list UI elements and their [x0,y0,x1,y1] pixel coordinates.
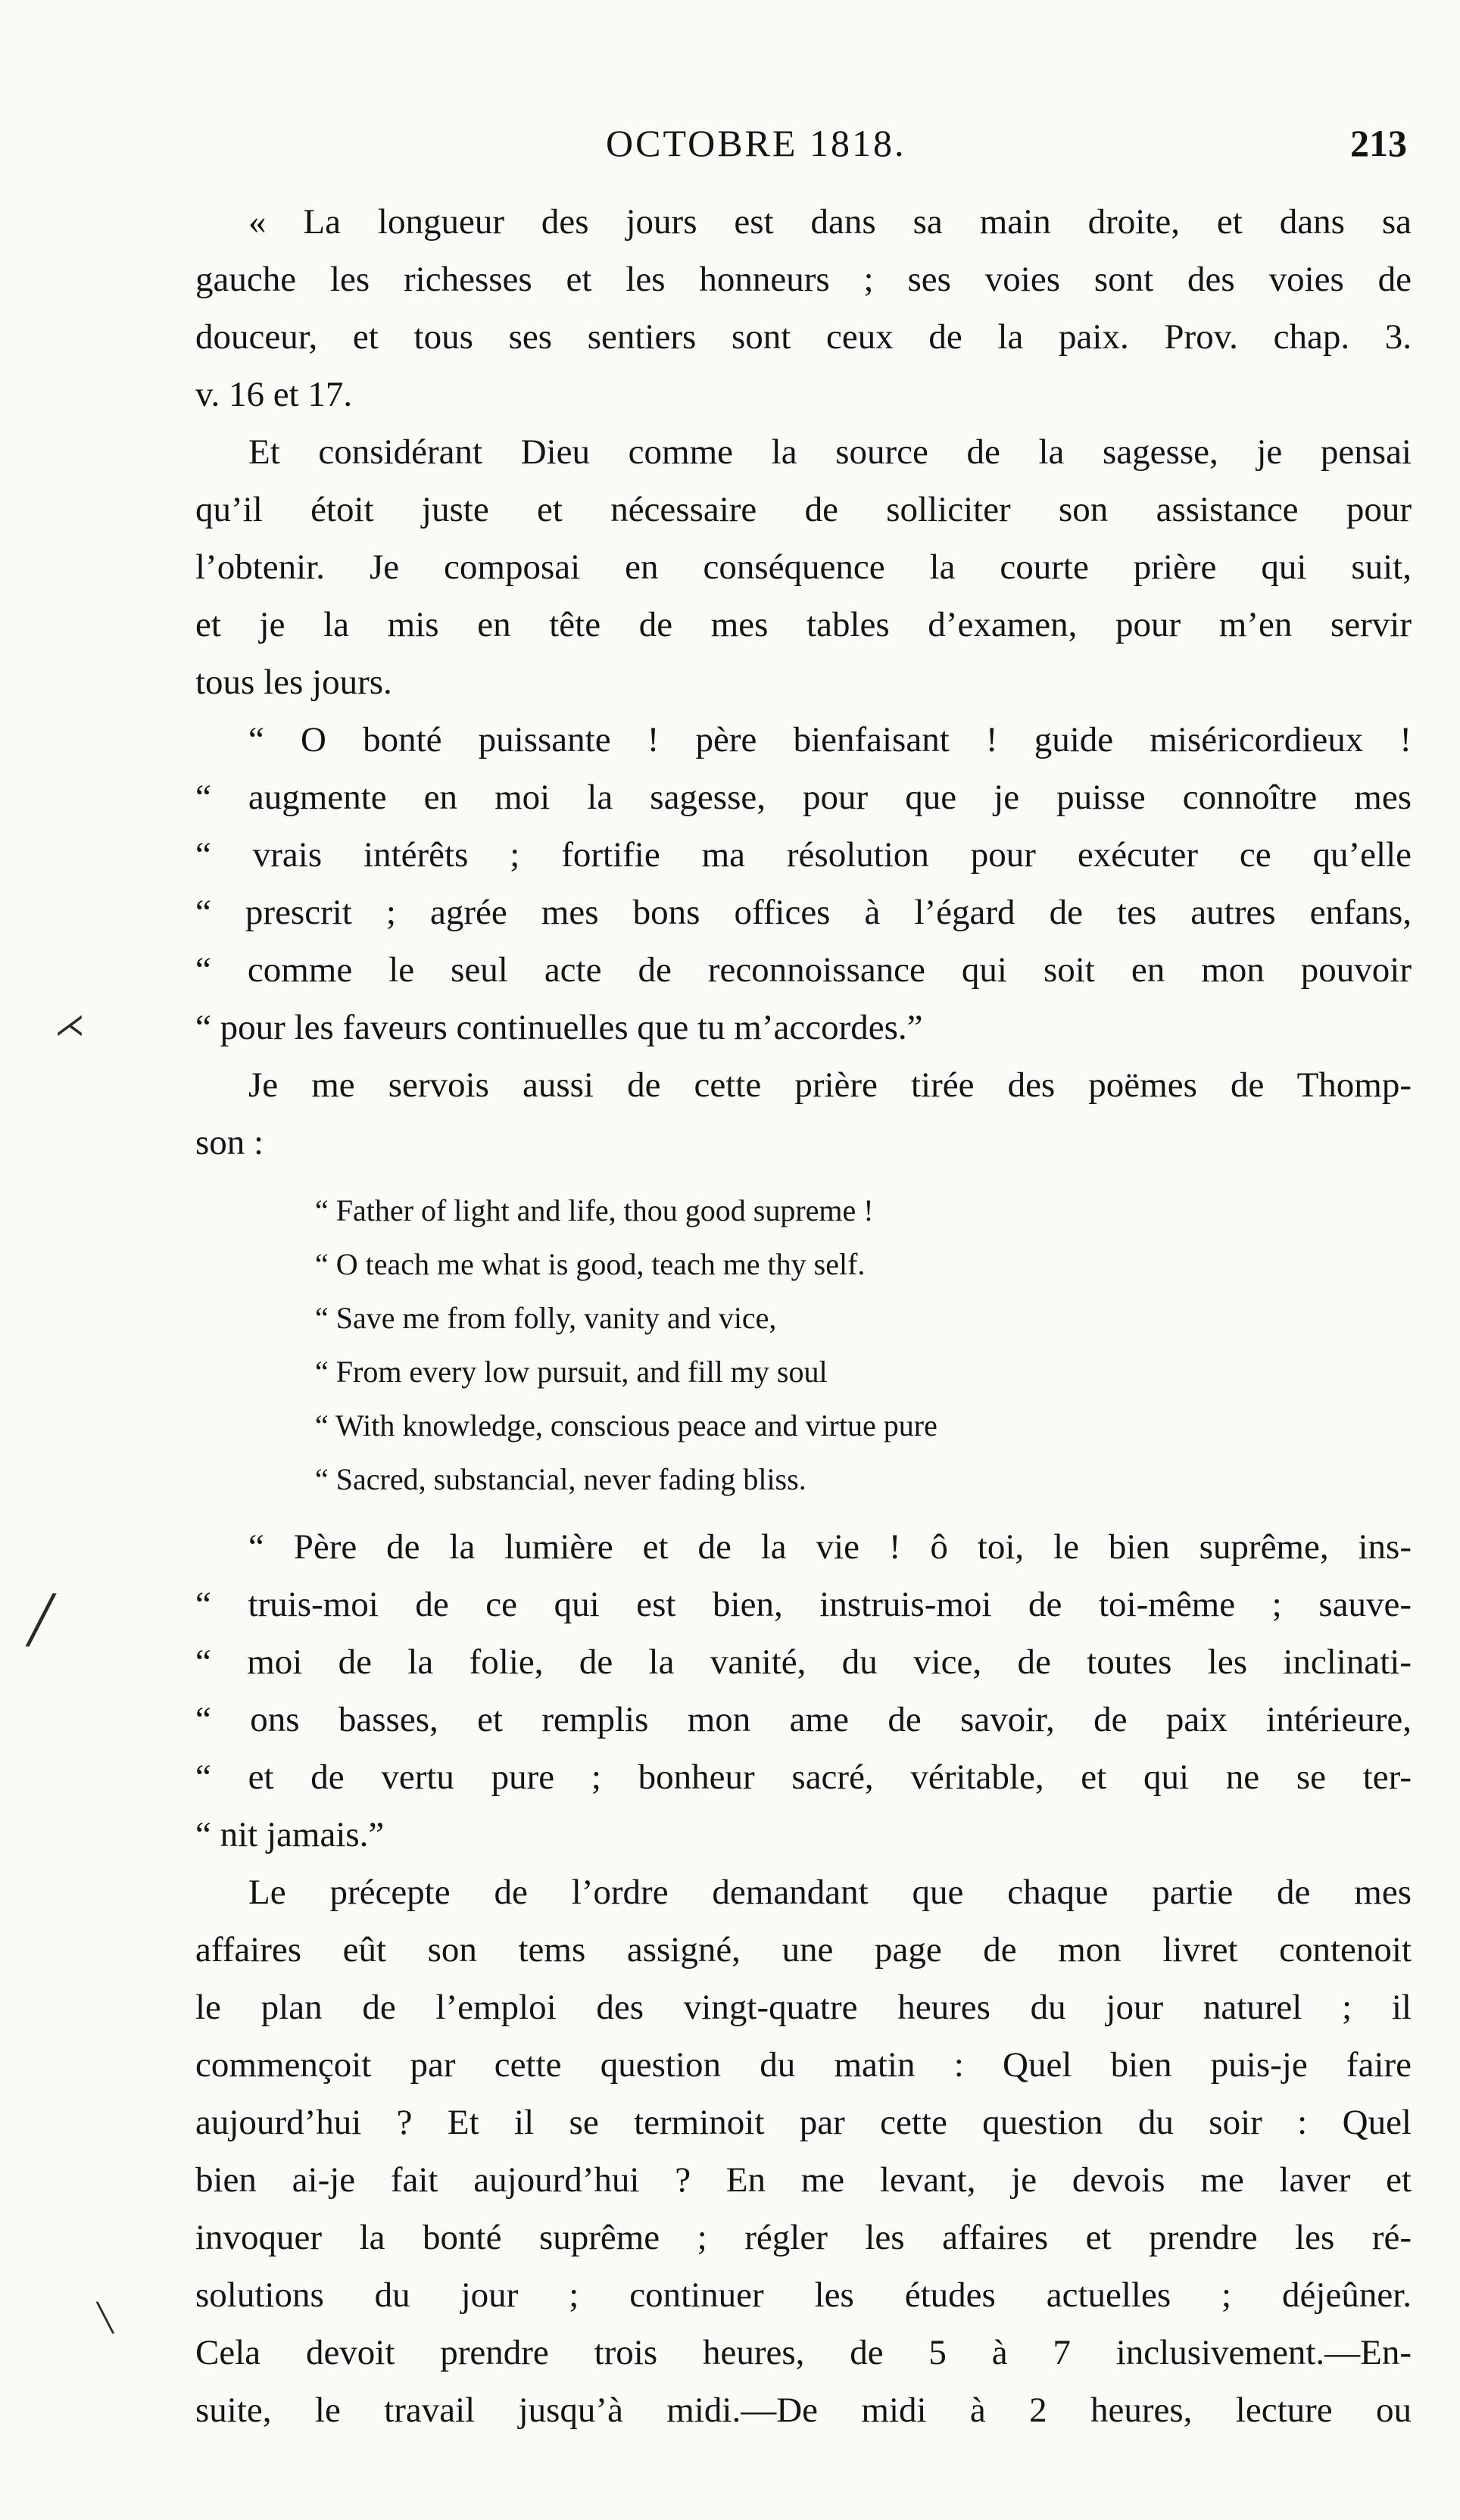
verse-line: “ Father of light and life, thou good supreme ! [315,1193,874,1227]
paragraph-thompson [195,1056,1412,1171]
margin-mark: ⋌ [55,1008,85,1042]
text-line: Et considérant Dieu comme la source de la sagesse, je pensai [248,432,1412,472]
verse-line: “ O teach me what is good, teach me thy self. [315,1247,866,1281]
text-line: l’obtenir. Je composai en conséquence la courte prière qui suit, [195,547,1412,587]
verse-line: “ Sacred, substancial, never fading bliss. [315,1462,806,1496]
running-title: OCTOBRE 1818. [606,122,906,164]
margin-mark: ╱ [27,1595,55,1645]
text-line: qu’il étoit juste et nécessaire de solliciter son assistance pour [195,490,1412,529]
text-line: “ O bonté puissante ! père bienfaisant ! guide miséricordieux ! [248,720,1412,759]
text-line: suite, le travail jusqu’à midi.—De midi à 2 heures, lecture ou [195,2391,1412,2430]
text-line: invoquer la bonté suprême ; régler les affaires et prendre les ré- [195,2218,1412,2257]
text-line: commençoit par cette question du matin : Quel bien puis-je faire [195,2045,1412,2085]
text-line: et je la mis en tête de mes tables d’examen, pour m’en servir [195,605,1412,644]
page-number: 213 [1350,122,1407,164]
text-line: “ comme le seul acte de reconnoissance qui soit en mon pouvoir [195,950,1412,990]
text-line: Le précepte de l’ordre demandant que chaque partie de mes [248,1873,1412,1912]
verse-line: “ With knowledge, conscious peace and virtue pure [315,1408,937,1442]
text-line: tous les jours. [195,663,392,702]
text-line: “ ons basses, et remplis mon ame de savoir, de paix intérieure, [195,1700,1412,1739]
prayer-block [195,711,1412,1056]
text-line: “ truis-moi de ce qui est bien, instruis-moi de toi-même ; sauve- [195,1585,1412,1624]
verse-line: “ From every low pursuit, and fill my soul [315,1355,828,1389]
text-line: “ Père de la lumière et de la vie ! ô toi, le bien suprême, ins- [248,1527,1412,1567]
verse-block [195,1184,1412,1506]
text-line: affaires eût son tems assigné, une page de mon livret contenoit [195,1930,1412,1970]
margin-mark: ╲ [97,2303,114,2333]
translation-block [195,1518,1412,1863]
paragraph-proverbs [195,193,1412,423]
text-line: “ nit jamais.” [195,1815,385,1854]
paragraph-order [195,1863,1412,2439]
running-header [0,121,1460,174]
text-line: le plan de l’emploi des vingt-quatre heures du jour naturel ; il [195,1988,1412,2027]
text-line: v. 16 et 17. [195,375,353,414]
text-line: Je me servois aussi de cette prière tirée des poëmes de Thomp- [248,1065,1412,1105]
text-line: “ augmente en moi la sagesse, pour que je puisse connoître mes [195,778,1412,817]
text-line: Cela devoit prendre trois heures, de 5 à 7 inclusivement.—En- [195,2333,1412,2372]
text-line: “ moi de la folie, de la vanité, du vice, de toutes les inclinati- [195,1642,1412,1682]
text-line: « La longueur des jours est dans sa main droite, et dans sa [248,202,1412,242]
paragraph-wisdom [195,423,1412,711]
text-line: son : [195,1123,264,1162]
text-line: “ vrais intérêts ; fortifie ma résolution pour exécuter ce qu’elle [195,835,1412,875]
text-line: “ et de vertu pure ; bonheur sacré, véritable, et qui ne se ter- [195,1757,1412,1797]
page-body [195,193,1412,2439]
text-line: “ pour les faveurs continuelles que tu m’accordes.” [195,1008,923,1047]
text-line: bien ai-je fait aujourd’hui ? En me levant, je devois me laver et [195,2160,1412,2200]
text-line: solutions du jour ; continuer les études actuelles ; déjeûner. [195,2275,1412,2315]
text-line: aujourd’hui ? Et il se terminoit par cette question du soir : Quel [195,2103,1412,2142]
text-line: douceur, et tous ses sentiers sont ceux de la paix. Prov. chap. 3. [195,317,1412,357]
verse-line: “ Save me from folly, vanity and vice, [315,1301,777,1335]
text-line: “ prescrit ; agrée mes bons offices à l’égard de tes autres enfans, [195,893,1412,932]
text-line: gauche les richesses et les honneurs ; ses voies sont des voies de [195,260,1412,299]
